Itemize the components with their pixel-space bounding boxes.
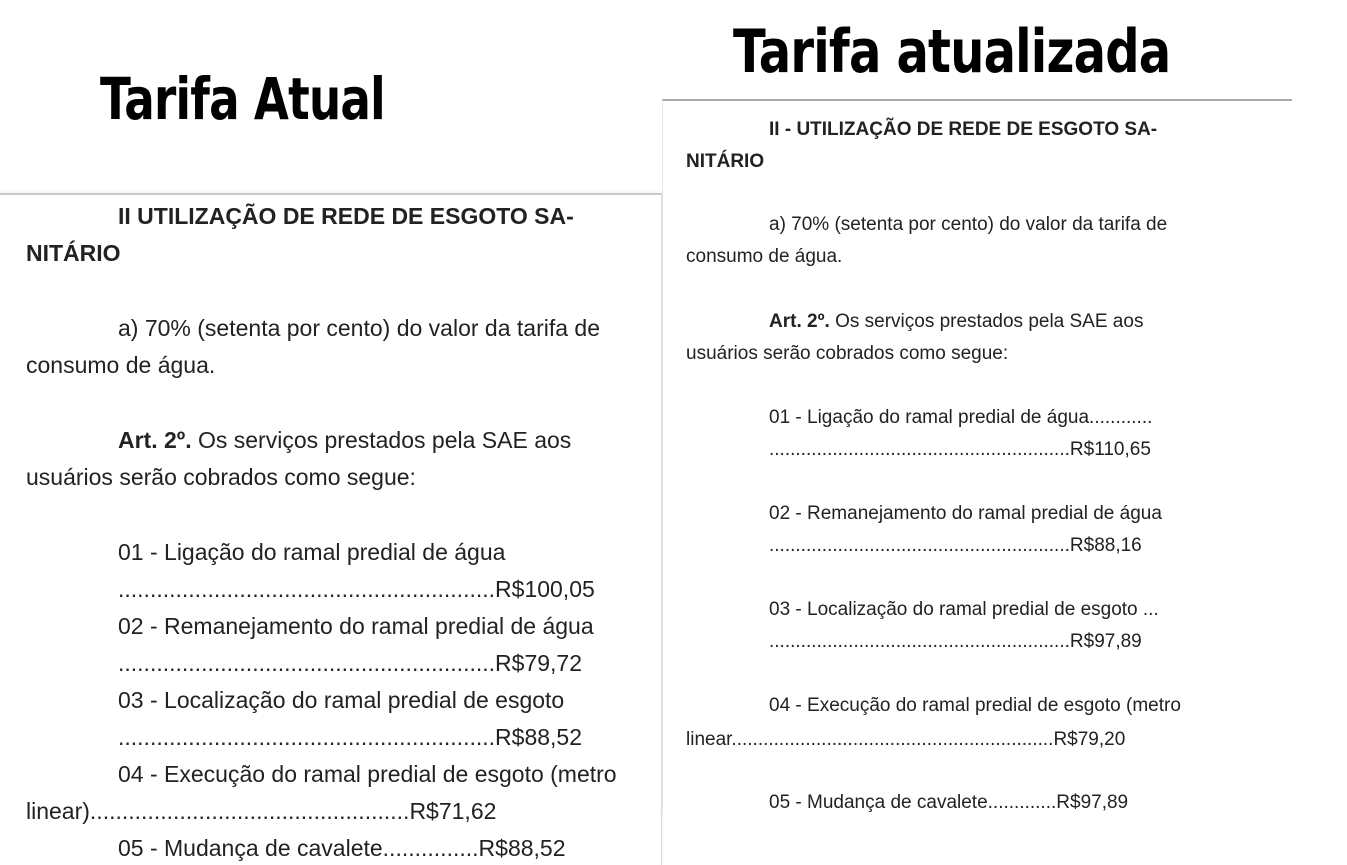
- fee-item-04-label: 04 - Execução do ramal predial de esgoto (metro: [118, 761, 617, 787]
- fee-item-05: [769, 792, 1174, 814]
- fee-item-01-price: [118, 576, 613, 603]
- fee-item-05: [118, 835, 597, 862]
- fee-item-02-label: 02 - Remanejamento do ramal predial de água: [118, 613, 594, 639]
- fee-item-04-lead: linear): [26, 798, 90, 824]
- leader-dots: .........................................................: [769, 631, 1070, 652]
- fee-item-01-label: 01 - Ligação do ramal predial de água: [118, 539, 506, 565]
- price-value: 100,05: [524, 576, 595, 602]
- leader-dots: ...........................................................: [118, 576, 496, 602]
- fee-item-03-label: 03 - Localização do ramal predial de esgoto ...: [769, 599, 1159, 620]
- section-heading-line2: NITÁRIO: [686, 151, 765, 172]
- currency: R$: [1056, 792, 1081, 813]
- fee-item-04-lead: linear: [686, 729, 732, 750]
- paragraph-a-line1: a) 70% (setenta por cento) do valor da tarifa de: [118, 315, 601, 341]
- fee-item-04-price: [26, 798, 527, 825]
- article-line2: usuários serão cobrados como segue:: [26, 464, 416, 490]
- currency: R$: [495, 650, 525, 676]
- article-label: Art. 2º.: [769, 311, 830, 332]
- fee-item-03-price: [118, 724, 613, 751]
- paragraph-a-line2: consumo de água.: [26, 352, 216, 378]
- price-value: 88,16: [1094, 535, 1142, 556]
- currency: R$: [1053, 729, 1078, 750]
- leader-dots: .............................................................: [731, 729, 1054, 750]
- fee-item-01-price: [769, 439, 1180, 461]
- currency: R$: [495, 724, 525, 750]
- fee-item-02-price: [769, 535, 1188, 557]
- currency: R$: [478, 835, 508, 861]
- section-heading-line1: II - UTILIZAÇÃO DE REDE DE ESGOTO SA-: [769, 119, 1158, 140]
- leader-dots: .............: [987, 792, 1057, 813]
- article-label: Art. 2º.: [118, 427, 192, 453]
- article-line1: [118, 427, 571, 454]
- currency: R$: [409, 798, 439, 824]
- document-tarifa-atualizada: [662, 99, 1292, 814]
- price-value: 110,65: [1094, 439, 1151, 460]
- fee-item-05-label: 05 - Mudança de cavalete: [118, 835, 383, 861]
- price-value: 97,89: [1080, 792, 1129, 813]
- currency: R$: [1069, 631, 1095, 652]
- fee-item-03-label: 03 - Localização do ramal predial de esgoto: [118, 687, 565, 713]
- article-line1: [769, 311, 1143, 333]
- title-tarifa-atualizada: Tarifa atualizada: [733, 17, 1171, 87]
- currency: R$: [1069, 535, 1095, 556]
- leader-dots: ...........................................................: [118, 724, 496, 750]
- section-heading-line1: II UTILIZAÇÃO DE REDE DE ESGOTO SA-: [118, 203, 574, 229]
- currency: R$: [1069, 439, 1095, 460]
- title-tarifa-atual: Tarifa Atual: [100, 65, 385, 133]
- price-value: 79,72: [524, 650, 582, 676]
- fee-item-04-price: [686, 729, 1171, 751]
- fee-item-03-price: [769, 631, 1188, 653]
- leader-dots: .........................................................: [769, 535, 1070, 556]
- fee-item-02-label: 02 - Remanejamento do ramal predial de água: [769, 503, 1162, 524]
- paragraph-a-line2: consumo de água.: [686, 246, 843, 267]
- article-text: Os serviços prestados pela SAE aos: [829, 311, 1144, 332]
- fee-item-04-label: 04 - Execução do ramal predial de esgoto (metro: [769, 695, 1181, 716]
- leader-dots: ...........................................................: [118, 650, 496, 676]
- leader-dots: ...............: [382, 835, 479, 861]
- section-heading-line2: NITÁRIO: [26, 240, 121, 266]
- leader-dots: .........................................................: [769, 439, 1070, 460]
- document-tarifa-atual: [0, 193, 662, 865]
- price-value: 88,52: [507, 835, 566, 861]
- currency: R$: [495, 576, 525, 602]
- fee-item-02-price: [118, 650, 613, 677]
- price-value: 88,52: [524, 724, 582, 750]
- article-line2: usuários serão cobrados como segue:: [686, 343, 1009, 364]
- price-value: 71,62: [438, 798, 497, 824]
- price-value: 97,89: [1094, 631, 1142, 652]
- fee-item-05-label: 05 - Mudança de cavalete: [769, 792, 988, 813]
- paragraph-a-line1: a) 70% (setenta por cento) do valor da tarifa de: [769, 214, 1168, 235]
- price-value: 79,20: [1077, 729, 1126, 750]
- article-text: Os serviços prestados pela SAE aos: [191, 427, 572, 453]
- fee-item-01-label: 01 - Ligação do ramal predial de água............: [769, 407, 1153, 428]
- leader-dots: ..................................................: [89, 798, 410, 824]
